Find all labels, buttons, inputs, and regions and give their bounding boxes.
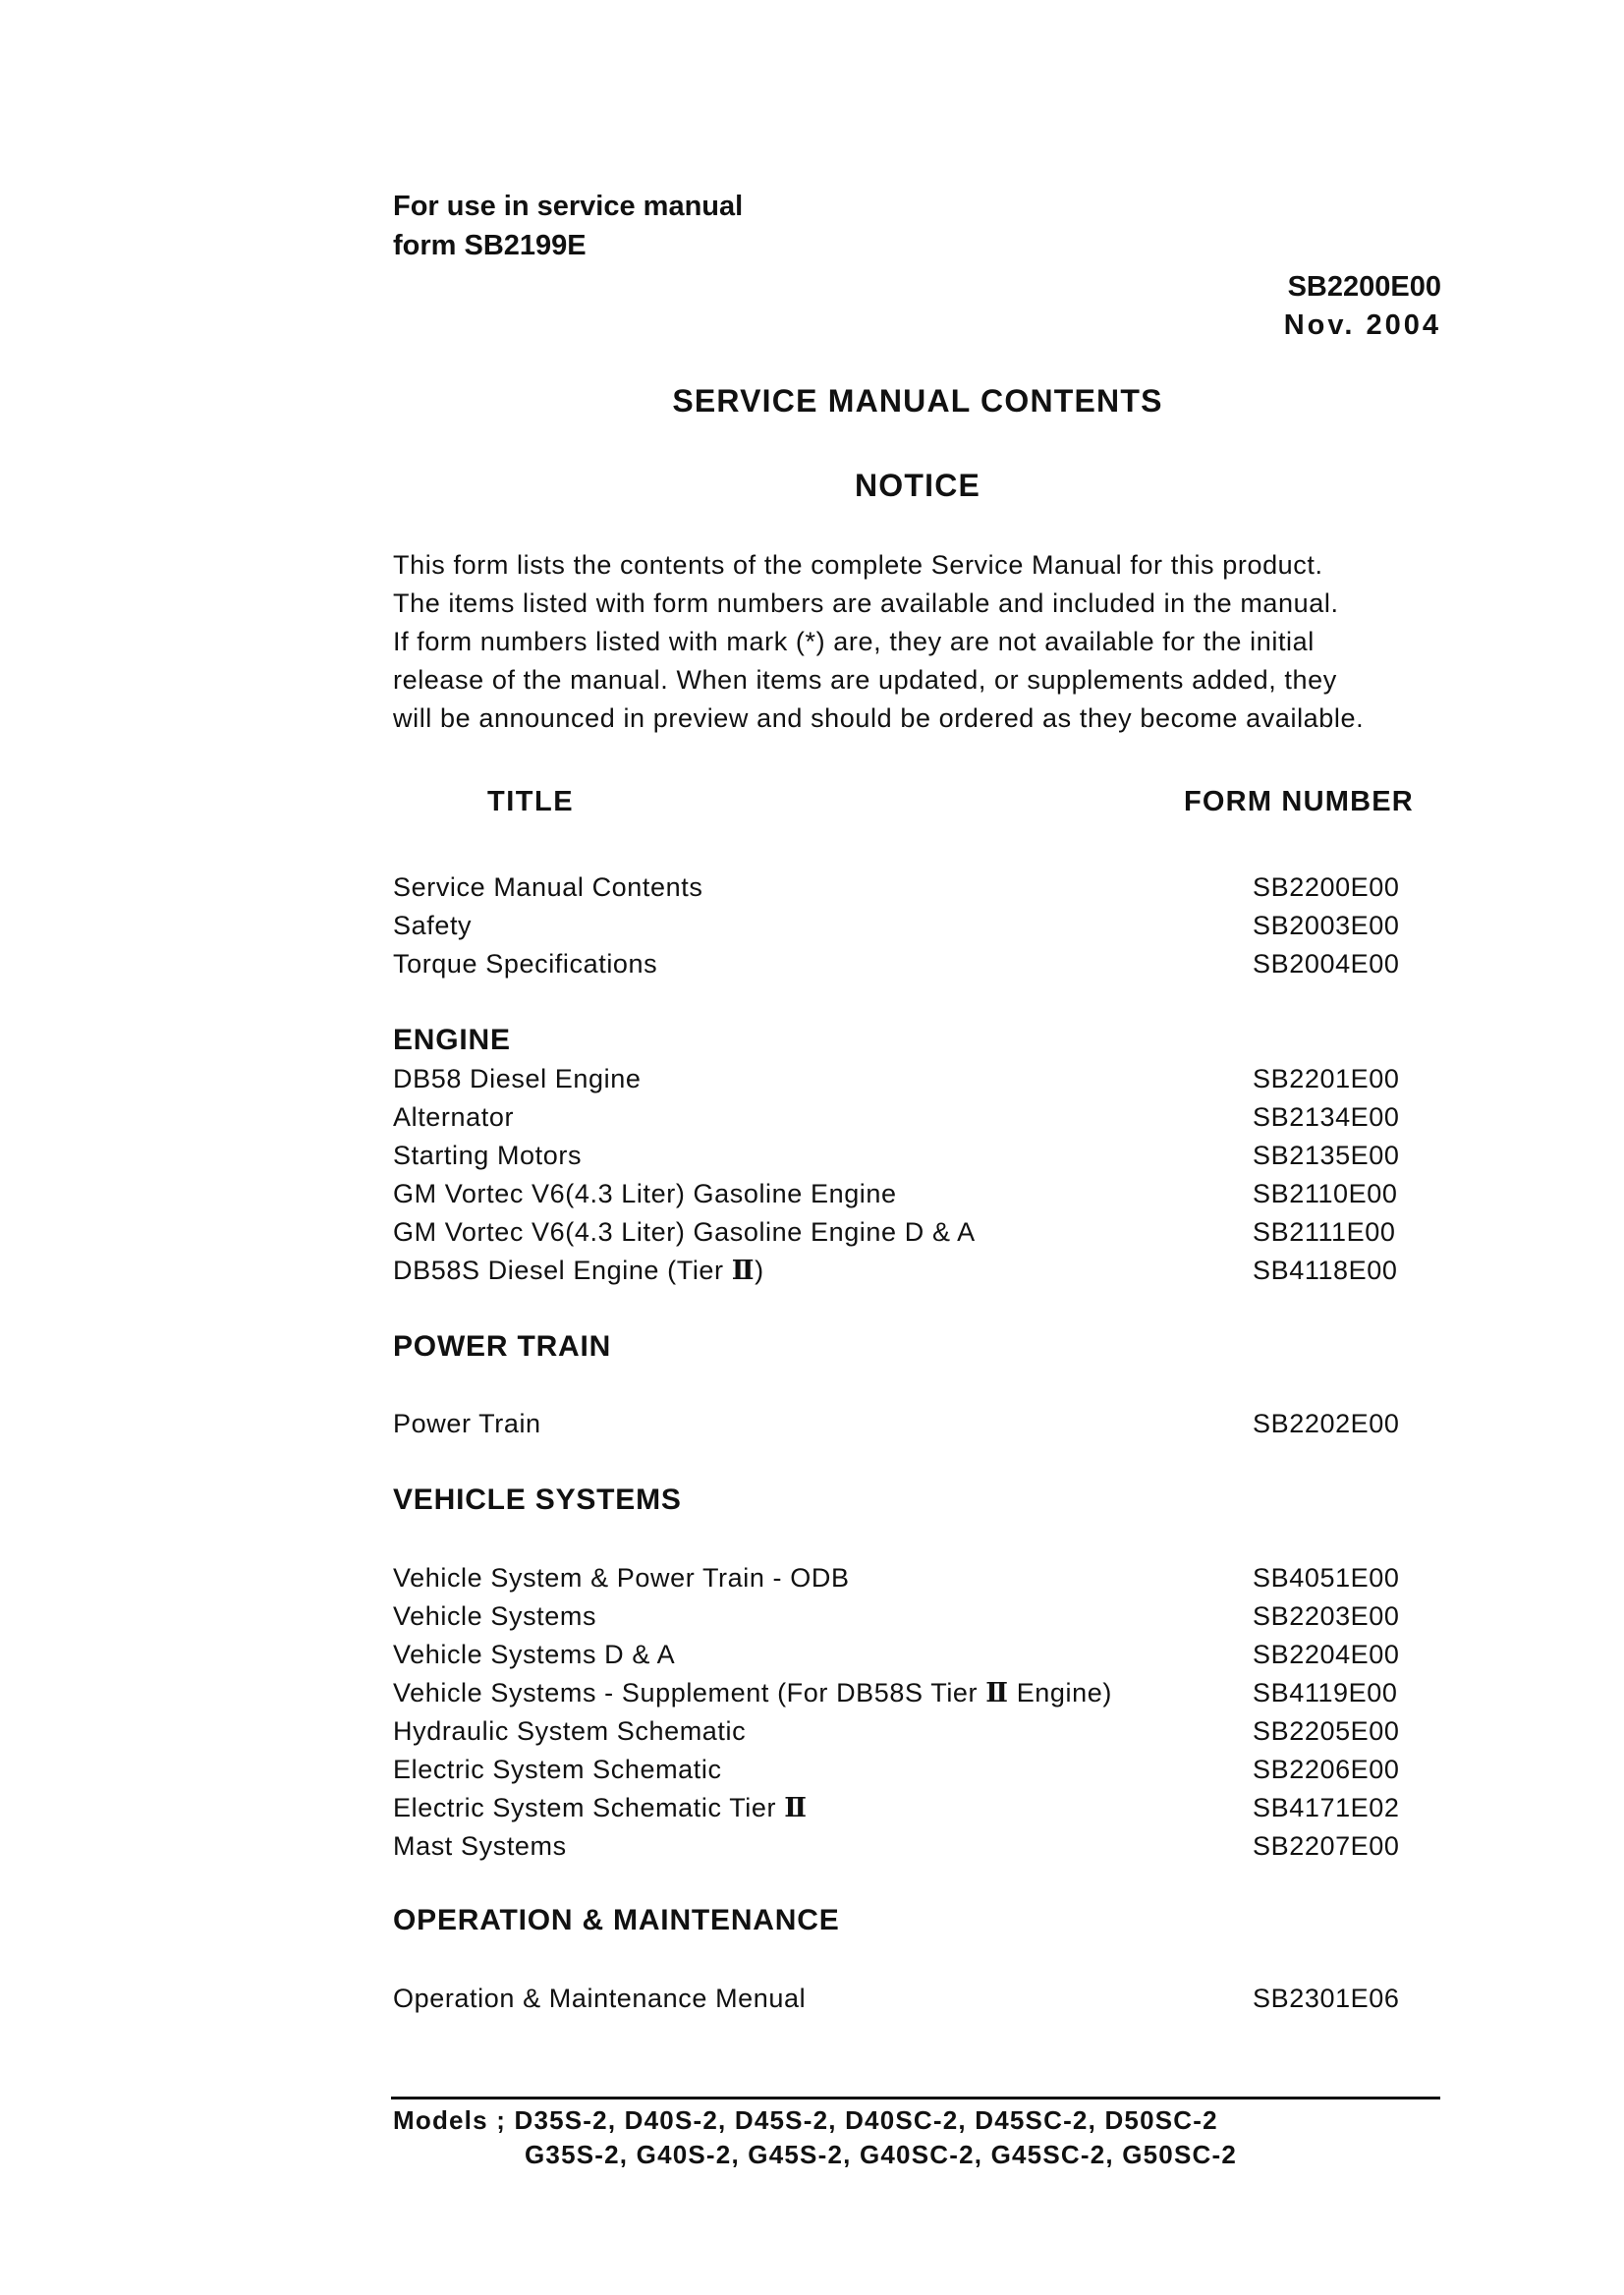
models-line-2: G35S-2, G40S-2, G45S-2, G40SC-2, G45SC-2, G50SC-2 [525, 2140, 1237, 2169]
item-title [393, 1256, 764, 1286]
item-form-number: SB2202E00 [1253, 1409, 1400, 1438]
item-title [393, 1678, 1112, 1708]
item-title: Starting Motors [393, 1141, 583, 1170]
item-title: Hydraulic System Schematic [393, 1716, 747, 1746]
column-header-form-number: FORM NUMBER [1184, 786, 1414, 817]
item-form-number: SB2201E00 [1253, 1064, 1400, 1093]
item-form-number: SB2200E00 [1253, 872, 1400, 902]
item-title-text: ) [755, 1256, 764, 1285]
item-title: Vehicle System & Power Train - ODB [393, 1563, 850, 1593]
item-title: Vehicle Systems [393, 1601, 597, 1631]
item-title: Torque Specifications [393, 949, 658, 979]
item-form-number: SB2206E00 [1253, 1755, 1400, 1784]
notice-line: The items listed with form numbers are available and included in the manual. [393, 588, 1339, 618]
item-title: GM Vortec V6(4.3 Liter) Gasoline Engine D & A [393, 1217, 976, 1247]
section-heading-power-train: POWER TRAIN [393, 1330, 612, 1363]
item-title-text: DB58S Diesel Engine (Tier [393, 1256, 732, 1285]
doc-date: Nov. 2004 [1283, 309, 1441, 341]
section-heading-operation-maintenance: OPERATION & MAINTENANCE [393, 1904, 840, 1936]
item-title: Service Manual Contents [393, 872, 703, 902]
roman-two-glyph: Ⅱ [784, 1793, 808, 1823]
section-heading-engine: ENGINE [393, 1024, 511, 1056]
notice-title: NOTICE [854, 468, 981, 503]
item-form-number: SB2110E00 [1253, 1179, 1398, 1208]
roman-two-glyph: Ⅱ [985, 1678, 1009, 1708]
item-title: DB58 Diesel Engine [393, 1064, 642, 1093]
doc-number: SB2200E00 [1287, 271, 1441, 303]
item-form-number: SB2301E06 [1253, 1984, 1400, 2013]
item-title [393, 1793, 808, 1823]
notice-line: If form numbers listed with mark (*) are, they are not available for the initial [393, 627, 1315, 656]
notice-line: This form lists the contents of the complete Service Manual for this product. [393, 550, 1323, 580]
item-title: Vehicle Systems D & A [393, 1640, 676, 1669]
item-form-number: SB2205E00 [1253, 1716, 1400, 1746]
section-heading-vehicle-systems: VEHICLE SYSTEMS [393, 1483, 682, 1516]
item-title: Operation & Maintenance Menual [393, 1984, 807, 2013]
item-form-number: SB2004E00 [1253, 949, 1400, 979]
notice-line: release of the manual. When items are updated, or supplements added, they [393, 665, 1337, 695]
item-form-number: SB4118E00 [1253, 1256, 1398, 1285]
item-title-text: Electric System Schematic Tier [393, 1793, 785, 1822]
item-title: Mast Systems [393, 1831, 567, 1861]
item-form-number: SB2203E00 [1253, 1601, 1400, 1631]
models-line-1: Models ; D35S-2, D40S-2, D45S-2, D40SC-2, D45SC-2, D50SC-2 [393, 2105, 1218, 2135]
notice-line: will be announced in preview and should be ordered as they become available. [393, 703, 1365, 733]
column-header-title: TITLE [487, 786, 575, 817]
page-title: SERVICE MANUAL CONTENTS [672, 383, 1163, 419]
item-title: Power Train [393, 1409, 541, 1438]
item-form-number: SB4171E02 [1253, 1793, 1400, 1822]
item-form-number: SB4051E00 [1253, 1563, 1400, 1593]
item-title: Electric System Schematic [393, 1755, 722, 1784]
item-form-number: SB2204E00 [1253, 1640, 1400, 1669]
item-title: Alternator [393, 1102, 515, 1132]
item-form-number: SB2003E00 [1253, 911, 1400, 940]
item-title-text: Vehicle Systems - Supplement (For DB58S Tier [393, 1678, 986, 1707]
use-line-2: form SB2199E [393, 230, 587, 261]
item-form-number: SB2111E00 [1253, 1217, 1396, 1247]
footer-divider [391, 2097, 1440, 2099]
item-title: Safety [393, 911, 473, 940]
roman-two-glyph: Ⅱ [731, 1256, 756, 1286]
item-form-number: SB2207E00 [1253, 1831, 1400, 1861]
item-title-text: Engine) [1008, 1678, 1112, 1707]
item-form-number: SB2134E00 [1253, 1102, 1400, 1132]
use-line-1: For use in service manual [393, 191, 744, 222]
item-form-number: SB4119E00 [1253, 1678, 1398, 1707]
item-form-number: SB2135E00 [1253, 1141, 1400, 1170]
item-title: GM Vortec V6(4.3 Liter) Gasoline Engine [393, 1179, 897, 1208]
